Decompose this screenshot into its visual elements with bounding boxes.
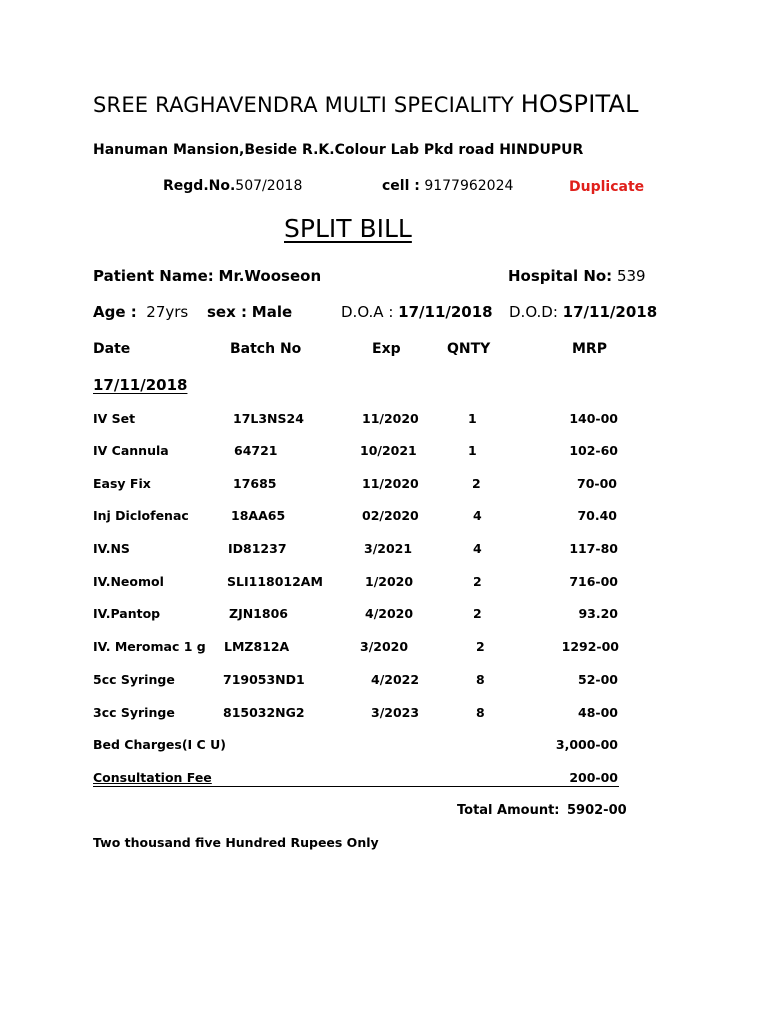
item-qty: 2: [473, 574, 482, 589]
item-qty: 2: [473, 606, 482, 621]
table-row: [0, 574, 768, 594]
consultation-fee-value: 200-00: [569, 770, 618, 785]
header-exp: Exp: [372, 341, 401, 357]
item-qty: 4: [473, 508, 482, 523]
table-row: [0, 476, 768, 496]
item-mrp: 52-00: [578, 672, 618, 687]
item-exp: 4/2020: [365, 606, 414, 621]
item-batch: 18AA65: [231, 508, 286, 523]
item-qty: 1: [468, 443, 477, 458]
table-row: [0, 541, 768, 561]
age-label: Age :: [93, 303, 137, 321]
item-batch: 17685: [233, 476, 277, 491]
discharge-date: [509, 303, 657, 321]
registration-number: [163, 178, 302, 194]
item-qty: 2: [476, 639, 485, 654]
item-qty: 2: [472, 476, 481, 491]
item-name: IV.Pantop: [93, 606, 161, 621]
regd-value: 507/2018: [235, 178, 303, 194]
item-exp: 3/2021: [364, 541, 413, 556]
patient-age: [93, 303, 188, 321]
regd-label: Regd.No.: [163, 178, 236, 194]
hospital-no-label: Hospital No:: [508, 267, 613, 285]
bed-charges-value: 3,000-00: [555, 737, 618, 752]
header-date: Date: [93, 341, 131, 357]
item-batch: ZJN1806: [229, 606, 288, 621]
item-mrp: 1292-00: [561, 639, 619, 654]
cell-number: [382, 178, 513, 194]
item-name: IV Cannula: [93, 443, 169, 458]
consultation-fee-row: [0, 770, 768, 790]
item-name: IV.Neomol: [93, 574, 164, 589]
item-mrp: 70-00: [577, 476, 617, 491]
item-name: Inj Diclofenac: [93, 508, 189, 523]
item-batch: 64721: [234, 443, 278, 458]
item-batch: 17L3NS24: [233, 411, 304, 426]
item-exp: 1/2020: [365, 574, 414, 589]
item-name: IV. Meromac 1 g: [93, 639, 206, 654]
section-date: 17/11/2018: [93, 376, 188, 394]
item-exp: 3/2023: [371, 705, 420, 720]
dod-value: 17/11/2018: [562, 303, 658, 321]
item-name: 3cc Syringe: [93, 705, 175, 720]
item-mrp: 48-00: [578, 705, 618, 720]
table-row: [0, 672, 768, 692]
duplicate-stamp: Duplicate: [569, 179, 645, 195]
hospital-no-value: 539: [616, 267, 646, 285]
patient-name-label: Patient Name:: [93, 267, 214, 285]
header-qty: QNTY: [447, 341, 491, 357]
item-exp: 11/2020: [362, 411, 419, 426]
item-qty: 8: [476, 672, 485, 687]
item-mrp: 93.20: [578, 606, 618, 621]
item-name: IV Set: [93, 411, 136, 426]
patient-sex: [207, 303, 292, 321]
item-exp: 10/2021: [360, 443, 417, 458]
hospital-title-big: HOSPITAL: [520, 90, 639, 118]
sex-label: sex :: [207, 303, 247, 321]
item-mrp: 102-60: [569, 443, 618, 458]
hospital-title: [93, 90, 639, 118]
dod-label: D.O.D:: [509, 303, 558, 321]
item-name: Easy Fix: [93, 476, 151, 491]
item-name: IV.NS: [93, 541, 130, 556]
item-batch: 815032NG2: [223, 705, 305, 720]
doa-label: D.O.A :: [341, 303, 394, 321]
item-qty: 4: [473, 541, 482, 556]
table-row: [0, 443, 768, 463]
item-qty: 1: [468, 411, 477, 426]
hospital-title-main: SREE RAGHAVENDRA MULTI SPECIALITY: [93, 93, 514, 117]
item-mrp: 716-00: [569, 574, 618, 589]
item-batch: LMZ812A: [224, 639, 290, 654]
total-amount-label: Total Amount:: [457, 803, 560, 818]
admission-date: [341, 303, 493, 321]
item-batch: 719053ND1: [223, 672, 305, 687]
header-mrp: MRP: [572, 341, 607, 357]
doa-value: 17/11/2018: [398, 303, 493, 321]
amount-in-words: Two thousand five Hundred Rupees Only: [93, 835, 379, 850]
bill-title: SPLIT BILL: [284, 214, 412, 243]
table-row: [0, 508, 768, 528]
cell-value: 9177962024: [424, 178, 514, 194]
table-row: [0, 705, 768, 725]
patient-name: [93, 267, 321, 285]
item-batch: SLI118012AM: [227, 574, 323, 589]
hospital-address: Hanuman Mansion,Beside R.K.Colour Lab Pkd road HINDUPUR: [93, 142, 584, 158]
header-batch: Batch No: [230, 341, 302, 357]
item-batch: ID81237: [228, 541, 287, 556]
item-mrp: 117-80: [569, 541, 618, 556]
table-row: [0, 606, 768, 626]
bed-charges-row: [0, 737, 768, 757]
sex-value: Male: [251, 303, 293, 321]
total-divider: [93, 786, 619, 787]
item-exp: 4/2022: [371, 672, 420, 687]
hospital-number: [508, 267, 646, 285]
age-value: 27yrs: [146, 303, 189, 321]
cell-label: cell :: [382, 178, 420, 194]
item-qty: 8: [476, 705, 485, 720]
item-name: 5cc Syringe: [93, 672, 175, 687]
item-exp: 02/2020: [362, 508, 419, 523]
table-row: [0, 411, 768, 431]
item-mrp: 140-00: [569, 411, 618, 426]
item-exp: 11/2020: [362, 476, 419, 491]
table-row: [0, 639, 768, 659]
patient-name-value: Mr.Wooseon: [218, 267, 322, 285]
consultation-fee-label: Consultation Fee: [93, 770, 212, 785]
total-amount-value: 5902-00: [567, 803, 627, 818]
item-mrp: 70.40: [577, 508, 617, 523]
item-exp: 3/2020: [360, 639, 409, 654]
bed-charges-label: Bed Charges(I C U): [93, 737, 226, 752]
